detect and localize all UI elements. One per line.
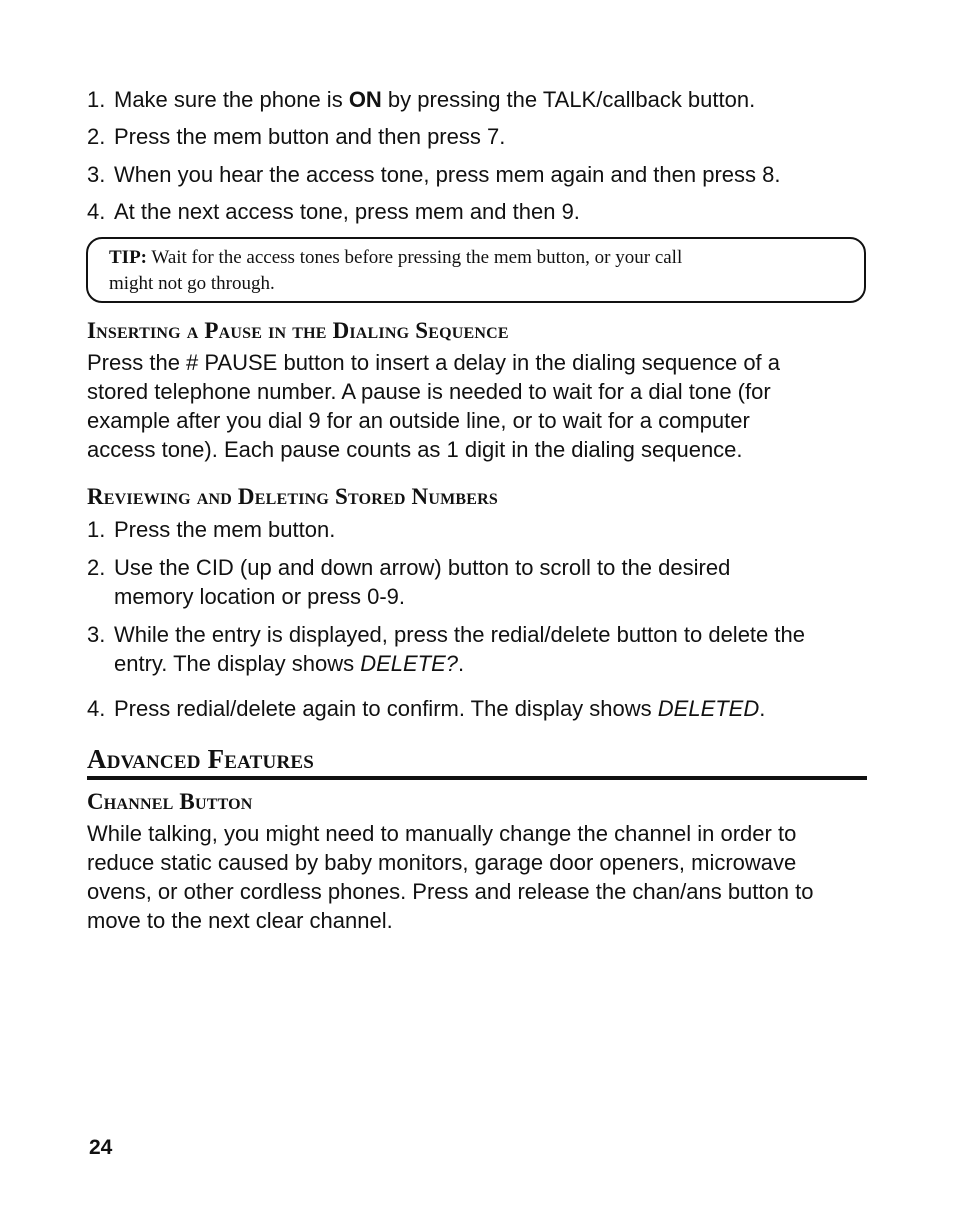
on-emphasis: ON [348,87,382,112]
section-heading-inserting-pause: Inserting a Pause in the Dialing Sequence [87,318,509,343]
step-2: 2. Press the mem button and then press 7. [87,124,506,149]
tip-box [86,237,866,303]
step-3: 3. When you hear the access tone, press mem again and then press 8. [87,162,781,187]
review-step-4: 4. Press redial/delete again to confirm. The display shows DELETED. [87,696,766,721]
review-step-1: 1. Press the mem button. [87,517,336,542]
channel-button-paragraph: While talking, you might need to manually change the channel in order to reduce static caused by baby monitors, garage door openers, microwave ovens, or other cordless phones. Press and release the chan/ans button to move to the next clear channel. [87,821,814,933]
tip-line-1: TIP: Wait for the access tones before pressing the mem button, or your call [109,247,683,268]
section-heading-advanced-features: Advanced Features [87,744,315,774]
page-number: 24 [89,1136,113,1159]
step-1: 1. Make sure the phone is ON by pressing the TALK/callback button. [87,87,756,112]
section-heading-reviewing: Reviewing and Deleting Stored Numbers [87,484,499,509]
heading-rule [87,776,867,780]
review-step-3: 3. While the entry is displayed, press the redial/delete button to delete the entry. The display shows DELETE?. [87,622,805,676]
tip-label: TIP: [109,247,147,268]
step-4: 4. At the next access tone, press mem and then 9. [87,199,580,224]
inserting-pause-paragraph: Press the # PAUSE button to insert a delay in the dialing sequence of a stored telephone number. A pause is needed to wait for a dial tone (for example after you dial 9 for an outside line, or to wait for a computer access tone). Each pause counts as 1 digit in the dialing sequence. [87,350,781,462]
section-heading-channel-button: Channel Button [87,789,253,814]
tip-line-2: might not go through. [109,273,275,294]
review-step-2: 2. Use the CID (up and down arrow) button to scroll to the desired memory location or press 0-9. [87,555,731,609]
